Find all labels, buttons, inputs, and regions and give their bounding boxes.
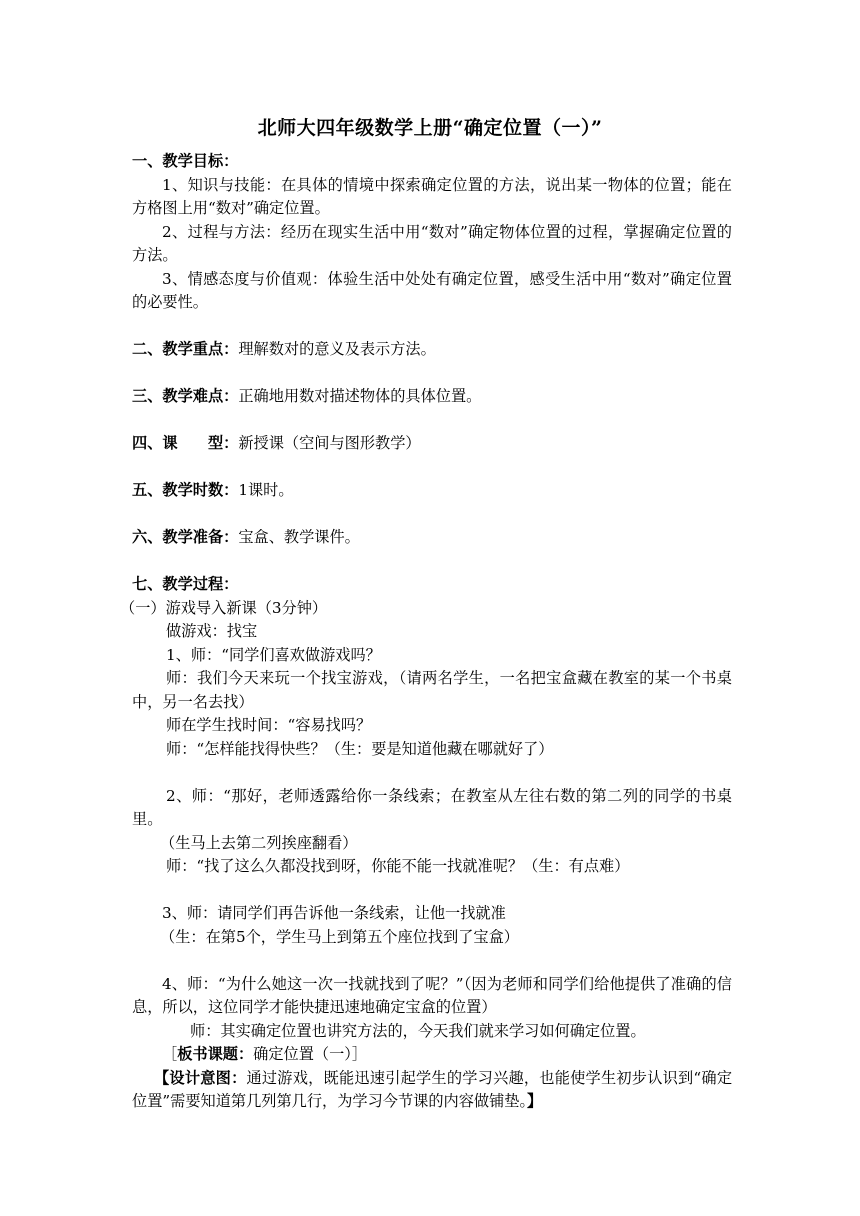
board-title-line xyxy=(132,1043,732,1067)
board-text: 确定位置（一）］ xyxy=(253,1045,368,1063)
lesson-type-text: 新授课（空间与图形教学） xyxy=(238,434,421,452)
board-open: ［ xyxy=(162,1045,178,1063)
design-close: 】 xyxy=(527,1092,543,1110)
process-line: （生马上去第二列挨座翻看） xyxy=(160,833,358,852)
difficulty-heading: 三、教学难点： xyxy=(132,387,239,405)
hours-text: 1课时。 xyxy=(238,481,294,499)
process-line: 师在学生找时间：“容易找吗？ xyxy=(166,716,372,734)
process-subheading: （一）游戏导入新课（3分钟） xyxy=(120,598,328,617)
difficulty-text: 正确地用数对描述物体的具体位置。 xyxy=(238,387,482,405)
goal-item: 2、过程与方法：经历在现实生活中用“数对”确定物体位置的过程，掌握确定位置的方法。 xyxy=(132,222,732,264)
process-line: 师：其实确定位置也讲究方法的，今天我们就来学习如何确定位置。 xyxy=(190,1021,646,1040)
goals-heading: 一、教学目标： xyxy=(132,152,239,170)
lesson-type-heading: 四、课 型： xyxy=(132,434,239,452)
process-line: 2、师：“那好，老师透露给你一条线索；在教室从左往右数的第二列的同学的书桌里。 xyxy=(132,786,732,828)
design-text: 通过游戏，既能迅速引起学生的学习兴趣，也能使学生初步认识到“确定位置”需要知道第几列第几行，为学习今节课的内容做铺垫。 xyxy=(132,1068,733,1110)
goal-item: 1、知识与技能：在具体的情境中探索确定位置的方法，说出某一物体的位置；能在方格图上用“数对”确定位置。 xyxy=(132,175,732,217)
process-line: 师：“怎样能找得快些？（生：要是知道他藏在哪就好了） xyxy=(166,739,554,758)
difficulty-line xyxy=(132,385,732,409)
hours-heading: 五、教学时数： xyxy=(132,481,239,499)
document-body xyxy=(120,150,733,1114)
lesson-type-line xyxy=(132,432,732,456)
key-point-line xyxy=(132,338,732,362)
design-intent xyxy=(132,1067,732,1114)
process-line: （生：在第5个，学生马上到第五个座位找到了宝盒） xyxy=(160,927,519,946)
design-label: 设计意图： xyxy=(169,1068,247,1087)
document-title: 北师大四年级数学上册“确定位置（一）” xyxy=(257,117,603,139)
key-point-heading: 二、教学重点： xyxy=(132,340,239,358)
process-line: 3、师：请同学们再告诉他一条线索，让他一找就准 xyxy=(162,904,506,922)
process-line: 4、师：“为什么她这一次一找就找到了呢？”（因为老师和同学们给他提供了准确的信息，所以，这位同学才能快捷迅速地确定宝盒的位置） xyxy=(132,974,732,1016)
process-line: 师：我们今天来玩一个找宝游戏，（请两名学生，一名把宝盒藏在教室的某一个书桌中，另一名去找） xyxy=(132,669,732,711)
game-line: 做游戏：找宝 xyxy=(166,622,258,640)
preparation-line xyxy=(132,526,732,550)
board-label: 板书课题： xyxy=(177,1045,254,1063)
goal-item: 3、情感态度与价值观：体验生活中处处有确定位置，感受生活中用“数对”确定位置的必要性。 xyxy=(132,269,732,311)
process-line: 1、师：“同学们喜欢做游戏吗？ xyxy=(166,645,381,664)
key-point-text: 理解数对的意义及表示方法。 xyxy=(238,340,436,358)
preparation-text: 宝盒、教学课件。 xyxy=(238,528,360,546)
process-heading: 七、教学过程： xyxy=(132,575,239,593)
process-line: 师：“找了这么久都没找到呀，你能不能一找就准呢？（生：有点难） xyxy=(166,857,630,875)
design-open: 【 xyxy=(154,1068,170,1087)
preparation-heading: 六、教学准备： xyxy=(132,528,239,546)
hours-line xyxy=(132,479,732,503)
